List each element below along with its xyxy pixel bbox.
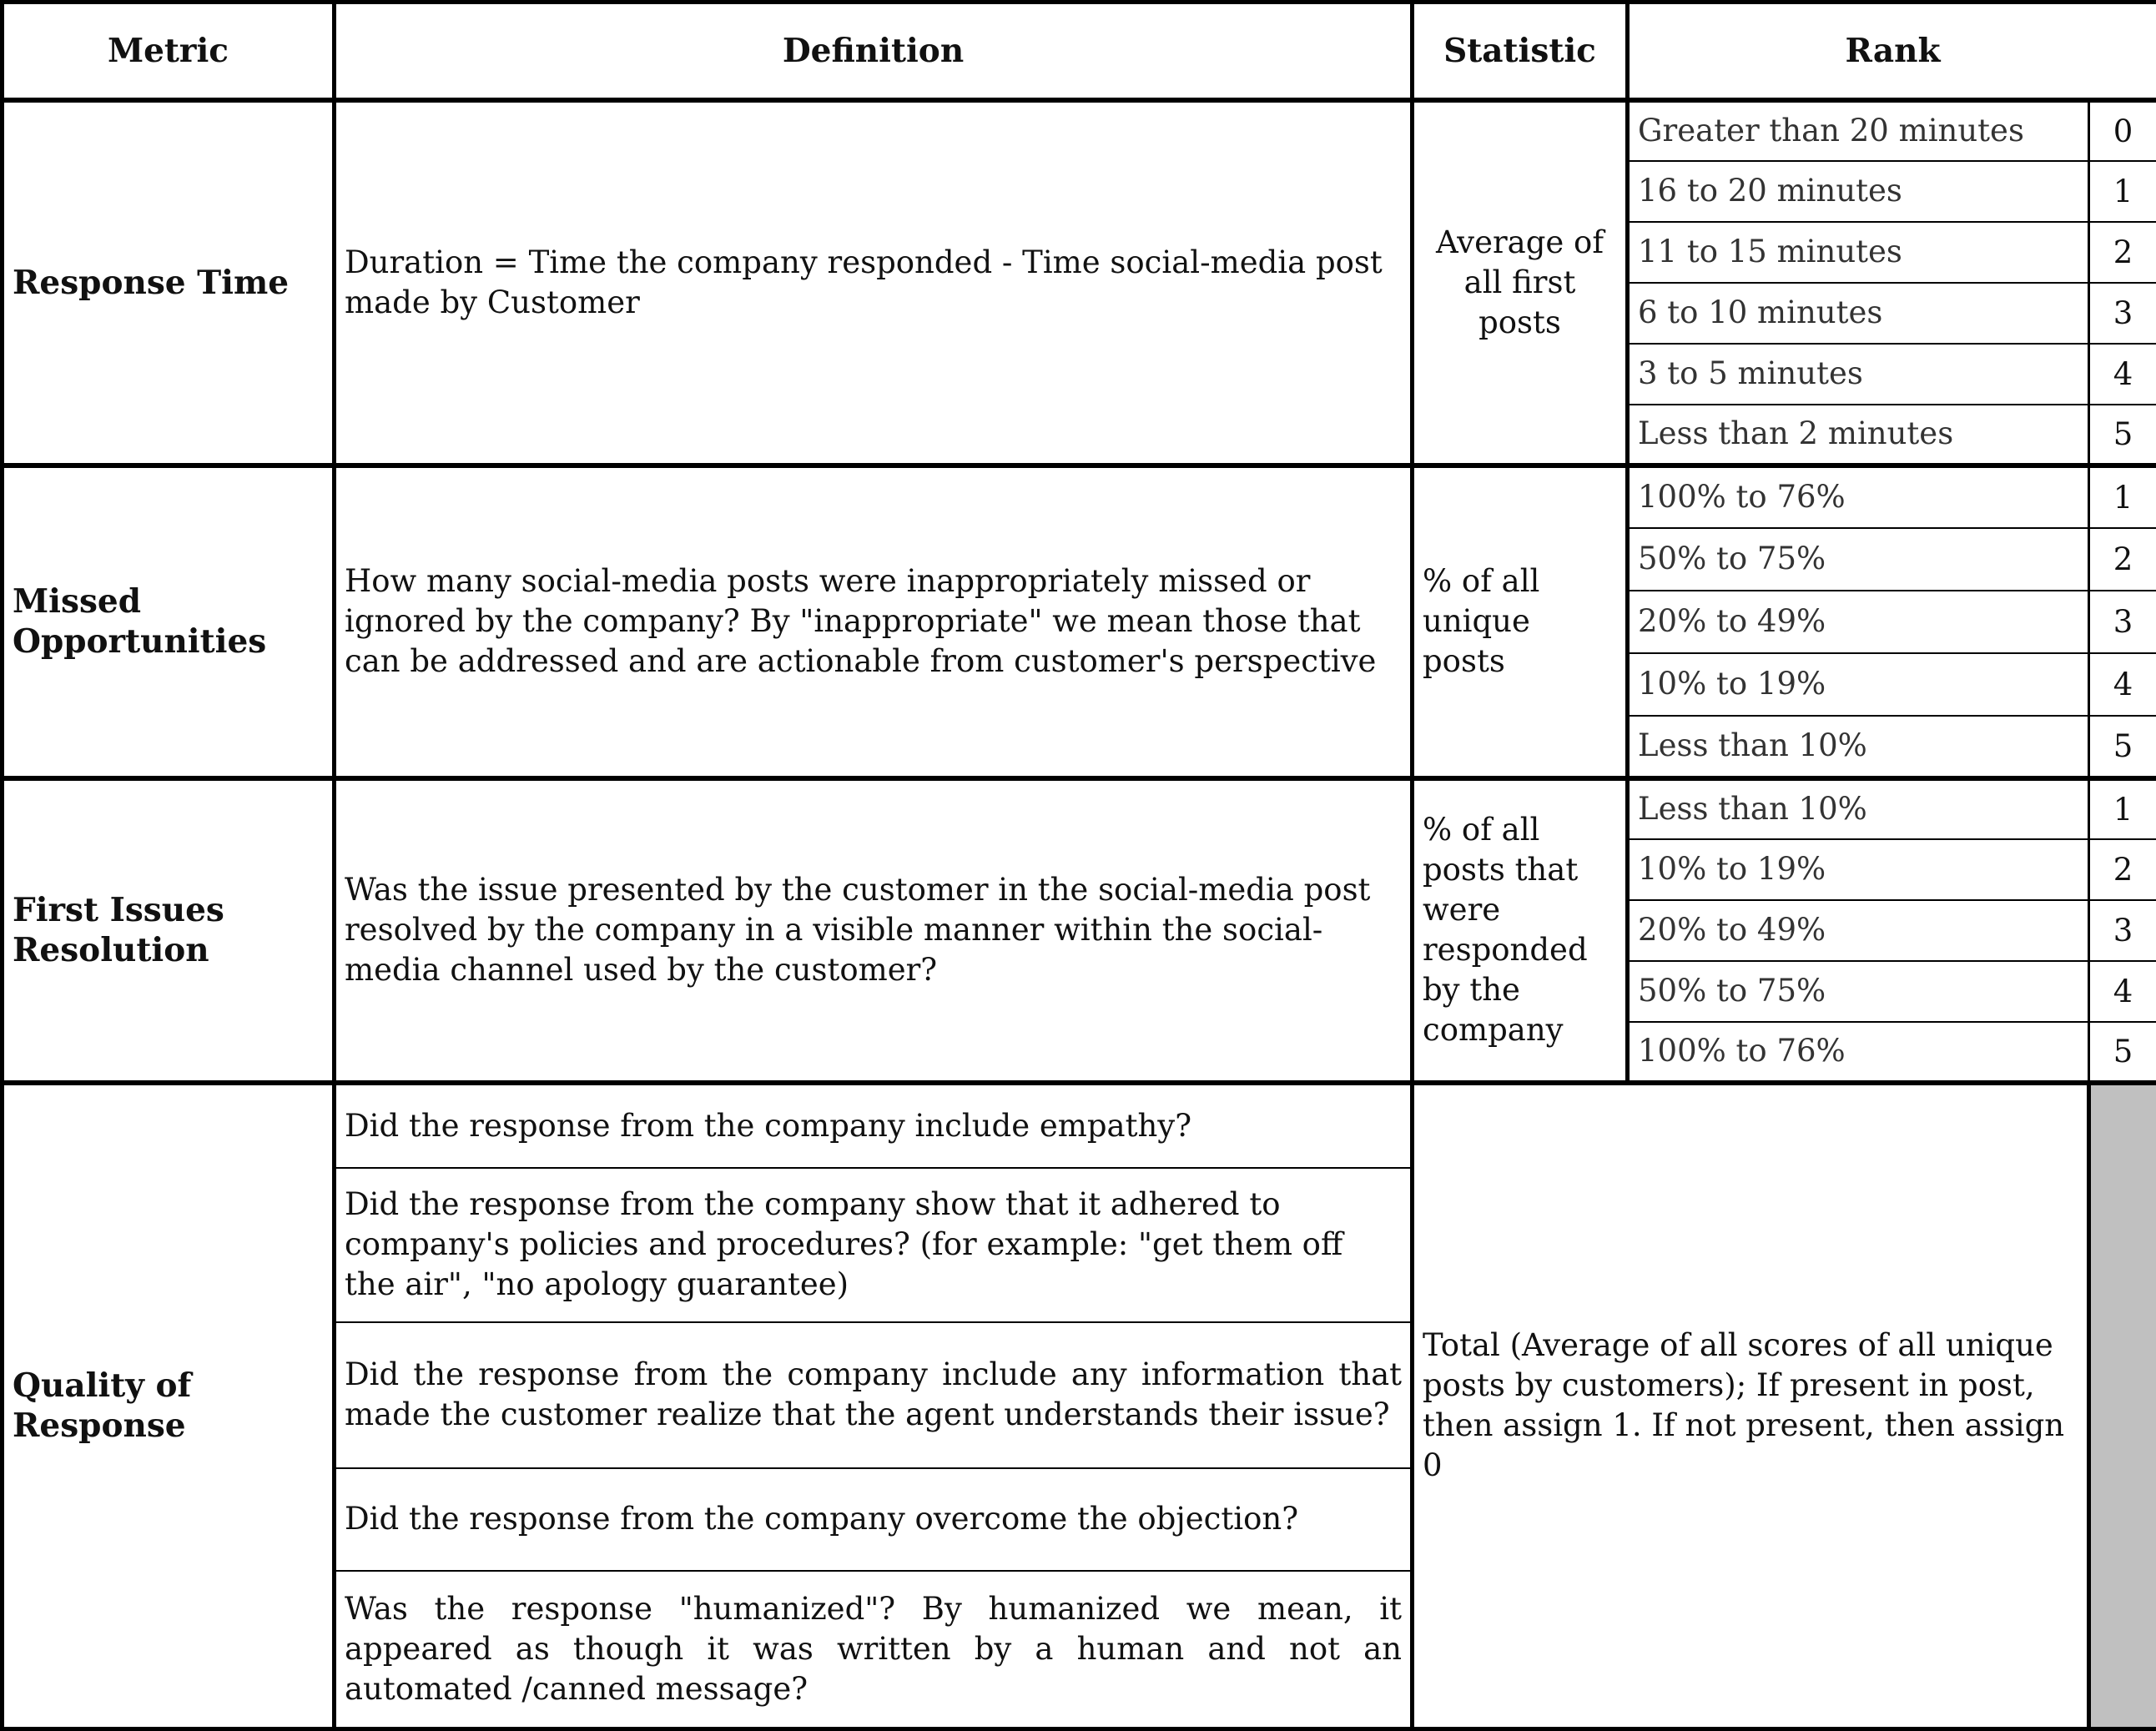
header-row <box>3 3 2156 100</box>
rank-label: Less than 10% <box>1628 716 2089 778</box>
rank-label: 3 to 5 minutes <box>1628 344 2089 405</box>
rank-label: 20% to 49% <box>1628 900 2089 961</box>
rank-shaded-cell <box>2089 1083 2156 1729</box>
rank-score: 1 <box>2089 161 2156 222</box>
definition-policies: Did the response from the company show that it adhered to company's policies and procedures? (for example: "get them off the air", "no apology guarantee) <box>335 1168 1413 1322</box>
metric-quality-of-response: Quality of Response <box>3 1083 335 1729</box>
metric-first-issues-resolution: First Issues Resolution <box>3 778 335 1083</box>
rank-label: 11 to 15 minutes <box>1628 222 2089 283</box>
rank-label: 50% to 75% <box>1628 528 2089 591</box>
definition-empathy: Did the response from the company include empathy? <box>335 1083 1413 1168</box>
rank-label: 10% to 19% <box>1628 839 2089 900</box>
rank-score: 1 <box>2089 465 2156 528</box>
rank-label: 10% to 19% <box>1628 653 2089 716</box>
rank-score: 2 <box>2089 839 2156 900</box>
rank-score: 4 <box>2089 653 2156 716</box>
rank-label: 16 to 20 minutes <box>1628 161 2089 222</box>
definition-humanized: Was the response "humanized"? By humanized we mean, it appeared as though it was written by a human and not an automated /canned message? <box>335 1571 1413 1729</box>
rank-label: 100% to 76% <box>1628 1022 2089 1083</box>
metric-response-time: Response Time <box>3 100 335 465</box>
statistic-first-issues-resolution: % of all posts that were responded by the company <box>1413 778 1628 1083</box>
rank-score: 2 <box>2089 528 2156 591</box>
table-row <box>3 1083 2156 1168</box>
rank-score: 4 <box>2089 961 2156 1022</box>
rank-score: 5 <box>2089 716 2156 778</box>
statistic-response-time: Average of all first posts <box>1413 100 1628 465</box>
rank-label: Less than 2 minutes <box>1628 405 2089 465</box>
rank-score: 0 <box>2089 100 2156 161</box>
table-row <box>3 778 2156 839</box>
rank-score: 3 <box>2089 591 2156 653</box>
table-row <box>3 100 2156 161</box>
definition-overcome-objection: Did the response from the company overcome the objection? <box>335 1468 1413 1571</box>
definition-understands-issue: Did the response from the company include any information that made the customer realize that the agent understands their issue? <box>335 1322 1413 1468</box>
rank-label: 20% to 49% <box>1628 591 2089 653</box>
rank-score: 3 <box>2089 283 2156 344</box>
definition-missed-opportunities: How many social-media posts were inappropriately missed or ignored by the company? By "inappropriate" we mean those that can be addressed and are actionable from customer's perspective <box>335 465 1413 778</box>
rank-score: 2 <box>2089 222 2156 283</box>
header-metric: Metric <box>3 3 335 100</box>
header-statistic: Statistic <box>1413 3 1628 100</box>
rank-label: Greater than 20 minutes <box>1628 100 2089 161</box>
definition-response-time: Duration = Time the company responded - Time social-media post made by Customer <box>335 100 1413 465</box>
statistic-missed-opportunities: % of all unique posts <box>1413 465 1628 778</box>
header-rank: Rank <box>1628 3 2156 100</box>
rank-score: 5 <box>2089 405 2156 465</box>
rank-score: 3 <box>2089 900 2156 961</box>
rank-label: 6 to 10 minutes <box>1628 283 2089 344</box>
rank-label: 100% to 76% <box>1628 465 2089 528</box>
rank-label: 50% to 75% <box>1628 961 2089 1022</box>
rank-score: 1 <box>2089 778 2156 839</box>
statistic-quality-of-response: Total (Average of all scores of all unique posts by customers); If present in post, then assign 1. If not present, then assign 0 <box>1413 1083 2089 1729</box>
table-row <box>3 465 2156 528</box>
definition-first-issues-resolution: Was the issue presented by the customer in the social-media post resolved by the company in a visible manner within the social-media channel used by the customer? <box>335 778 1413 1083</box>
metric-missed-opportunities: Missed Opportunities <box>3 465 335 778</box>
rank-score: 5 <box>2089 1022 2156 1083</box>
header-definition: Definition <box>335 3 1413 100</box>
rank-label: Less than 10% <box>1628 778 2089 839</box>
rank-score: 4 <box>2089 344 2156 405</box>
